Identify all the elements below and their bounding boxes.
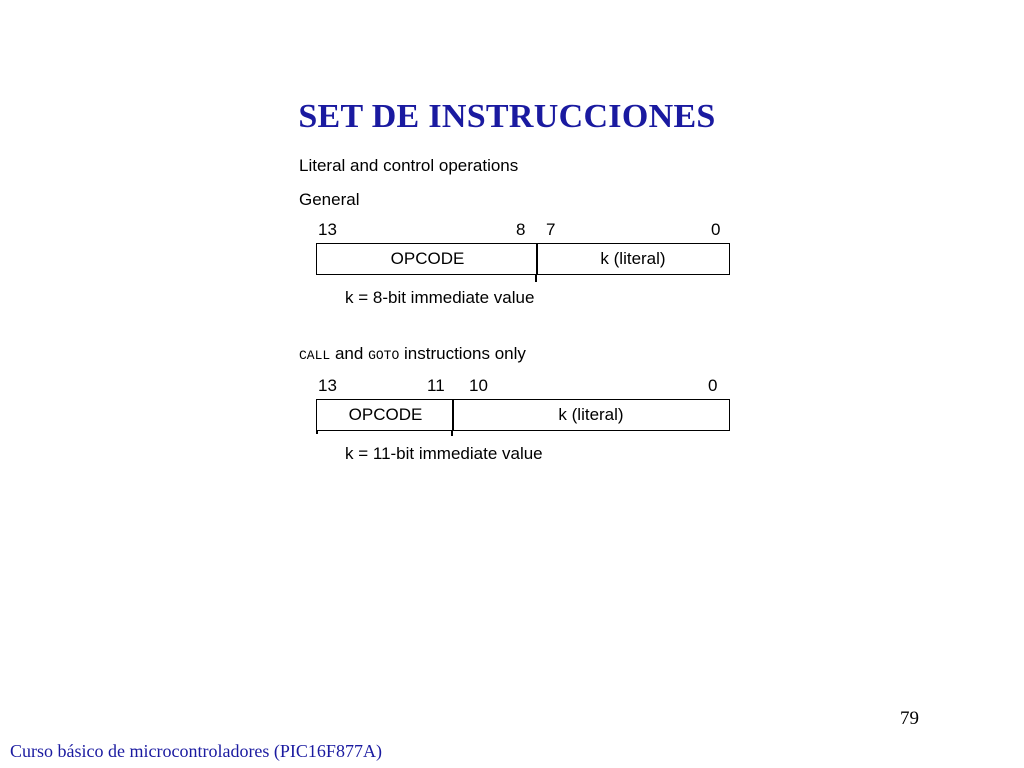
call-keyword: CALL [299,348,331,363]
bit-number: 8 [516,220,526,239]
goto-keyword: GOTO [368,348,400,363]
divider-tick [535,275,537,282]
call-goto-label [299,344,526,364]
bit-number: 13 [318,376,337,395]
footer-text: Curso básico de microcontroladores (PIC16F877A) [10,741,382,761]
divider-tick [451,431,453,436]
opcode-field: OPCODE [390,249,465,268]
call-goto-note: k = 11-bit immediate value [345,444,543,463]
bit-number: 7 [546,220,556,239]
bit-number: 10 [469,376,488,395]
bit-number: 11 [427,376,445,395]
slide-title: SET DE INSTRUCCIONES [298,98,716,135]
bit-number: 13 [318,220,337,239]
bit-number: 0 [708,376,718,395]
page-number: 79 [900,708,919,729]
bit-number: 0 [711,220,721,239]
figure-heading: Literal and control operations [299,156,519,175]
literal-field: k (literal) [558,405,624,424]
opcode-field: OPCODE [348,405,423,424]
general-note: k = 8-bit immediate value [345,288,535,307]
general-label: General [299,190,360,209]
call-goto-format-box [316,399,730,431]
edge-tick [316,431,318,434]
instructions-only-text: instructions only [404,344,526,363]
general-format-box [316,243,730,275]
and-word: and [334,344,364,363]
literal-field: k (literal) [600,249,666,268]
